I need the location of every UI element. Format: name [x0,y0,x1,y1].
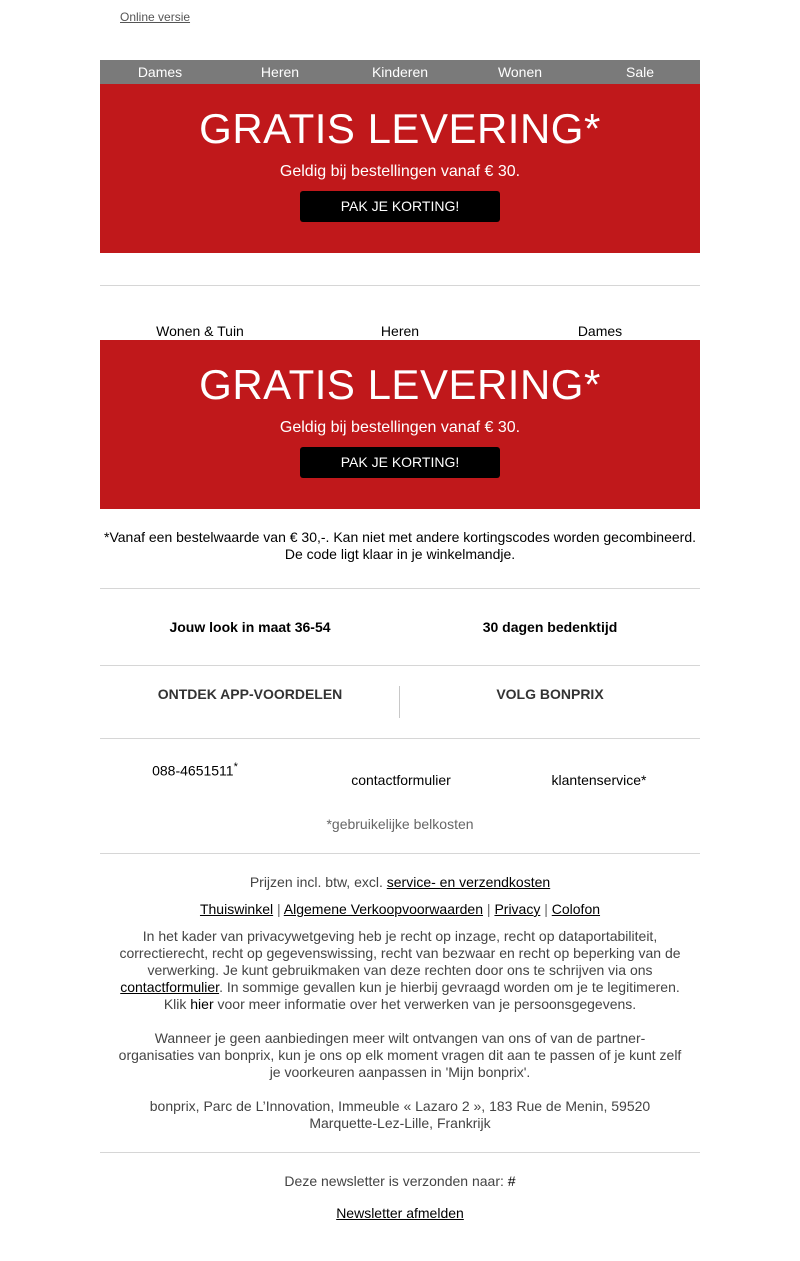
optout-line: je voorkeuren aanpassen in 'Mijn bonprix'. [269,1064,531,1080]
prices-info [100,874,700,891]
banner-subtitle: Geldig bij bestellingen vanaf € 30. [279,163,521,180]
address-line: bonprix, Parc de L’Innovation, Immeuble « Lazaro 2 », 183 Rue de Menin, 59520 [149,1098,651,1114]
separator: | [277,901,281,917]
online-version-link[interactable]: Online versie [120,10,191,24]
sent-to-info [100,1173,700,1190]
terms-link[interactable]: Algemene Verkoopvoorwaarden [283,901,484,917]
phone-text: 088-4651511 [152,762,234,779]
optout-line: organisaties van bonprix, kun je ons op elk moment vragen dit aan te passen of je kunt zelf [118,1047,682,1063]
divider [100,1152,700,1153]
customer-service-link[interactable]: klantenservice* [551,772,647,788]
shipping-costs-link[interactable]: service- en verzendkosten [386,874,551,890]
category-item-dames[interactable]: Dames [577,323,623,339]
app-benefits-link[interactable]: ONTDEK APP-VOORDELEN [157,686,343,702]
privacy-text: Klik [163,996,187,1012]
nav-item-heren[interactable]: Heren [260,64,300,80]
privacy-contact-form-link[interactable]: contactformulier [120,979,220,995]
nav-item-sale[interactable]: Sale [625,64,655,80]
disclaimer-line: *Vanaf een bestelwaarde van € 30,-. Kan niet met andere kortingscodes worden gecombineerd. [104,529,696,545]
privacy-line [100,979,700,996]
recipient-email: # [507,1173,516,1189]
divider [100,853,700,854]
privacy-text: voor meer informatie over het verwerken van je persoonsgegevens. [217,996,637,1012]
nav-item-wonen[interactable]: Wonen [497,64,543,80]
optout-statement [100,1030,700,1081]
privacy-text: . In sommige gevallen kun je hierbij gevraagd worden om je te legitimeren. [219,979,680,995]
divider [100,588,700,589]
free-delivery-banner[interactable] [100,84,700,253]
banner-title: GRATIS LEVERING* [199,105,601,152]
divider [100,285,700,286]
claim-discount-button[interactable]: PAK JE KORTING! [300,447,500,478]
privacy-line: correctierecht, recht op gegevenswissing, recht van bezwaar en recht op beperking van de [119,945,681,961]
separator: | [486,901,491,917]
footer-links [100,901,700,918]
free-delivery-banner-2[interactable] [100,340,700,509]
banner-subtitle: Geldig bij bestellingen vanaf € 30. [279,419,521,436]
category-nav [100,322,700,340]
category-item-wonen-tuin[interactable]: Wonen & Tuin [156,323,244,339]
thuiswinkel-link[interactable]: Thuiswinkel [199,901,274,917]
usp-sizes: Jouw look in maat 36-54 [169,619,331,635]
optout-line: Wanneer je geen aanbiedingen meer wilt ontvangen van ons of van de partner- [154,1030,646,1046]
colofon-link[interactable]: Colofon [551,901,601,917]
nav-item-dames[interactable]: Dames [137,64,183,80]
privacy-link[interactable]: Privacy [494,901,541,917]
unsubscribe-row [100,1205,700,1222]
category-item-heren[interactable]: Heren [380,323,420,339]
separator: | [544,901,548,917]
unsubscribe-link[interactable]: Newsletter afmelden [336,1205,464,1221]
phone-number[interactable] [140,758,250,780]
phone-footnote-mark: * [233,761,238,773]
divider [100,665,700,666]
nav-item-kinderen[interactable]: Kinderen [371,64,429,80]
privacy-line: verwerking. Je kunt gebruikmaken van deze rechten door ons te schrijven via ons [147,962,653,978]
address-line: Marquette-Lez-Lille, Frankrijk [309,1115,491,1131]
prices-text: Prijzen incl. btw, excl. [249,874,383,890]
privacy-line [100,996,700,1013]
company-address [100,1098,700,1132]
disclaimer-line: De code ligt klaar in je winkelmandje. [284,546,516,562]
follow-bonprix-link[interactable]: VOLG BONPRIX [496,686,604,702]
divider [100,738,700,739]
banner-title: GRATIS LEVERING* [199,361,601,408]
privacy-line: In het kader van privacywetgeving heb je recht op inzage, recht op dataportabiliteit, [142,928,658,944]
offer-disclaimer [100,529,700,563]
top-nav [100,60,700,84]
sent-to-text: Deze newsletter is verzonden naar: [284,1173,504,1189]
usp-return-period: 30 dagen bedenktijd [482,619,618,635]
contact-form-link[interactable]: contactformulier [351,772,451,788]
privacy-info-link[interactable]: hier [190,996,214,1012]
claim-discount-button[interactable]: PAK JE KORTING! [300,191,500,222]
privacy-statement [100,928,700,1013]
call-cost-note: *gebruikelijke belkosten [326,816,474,832]
